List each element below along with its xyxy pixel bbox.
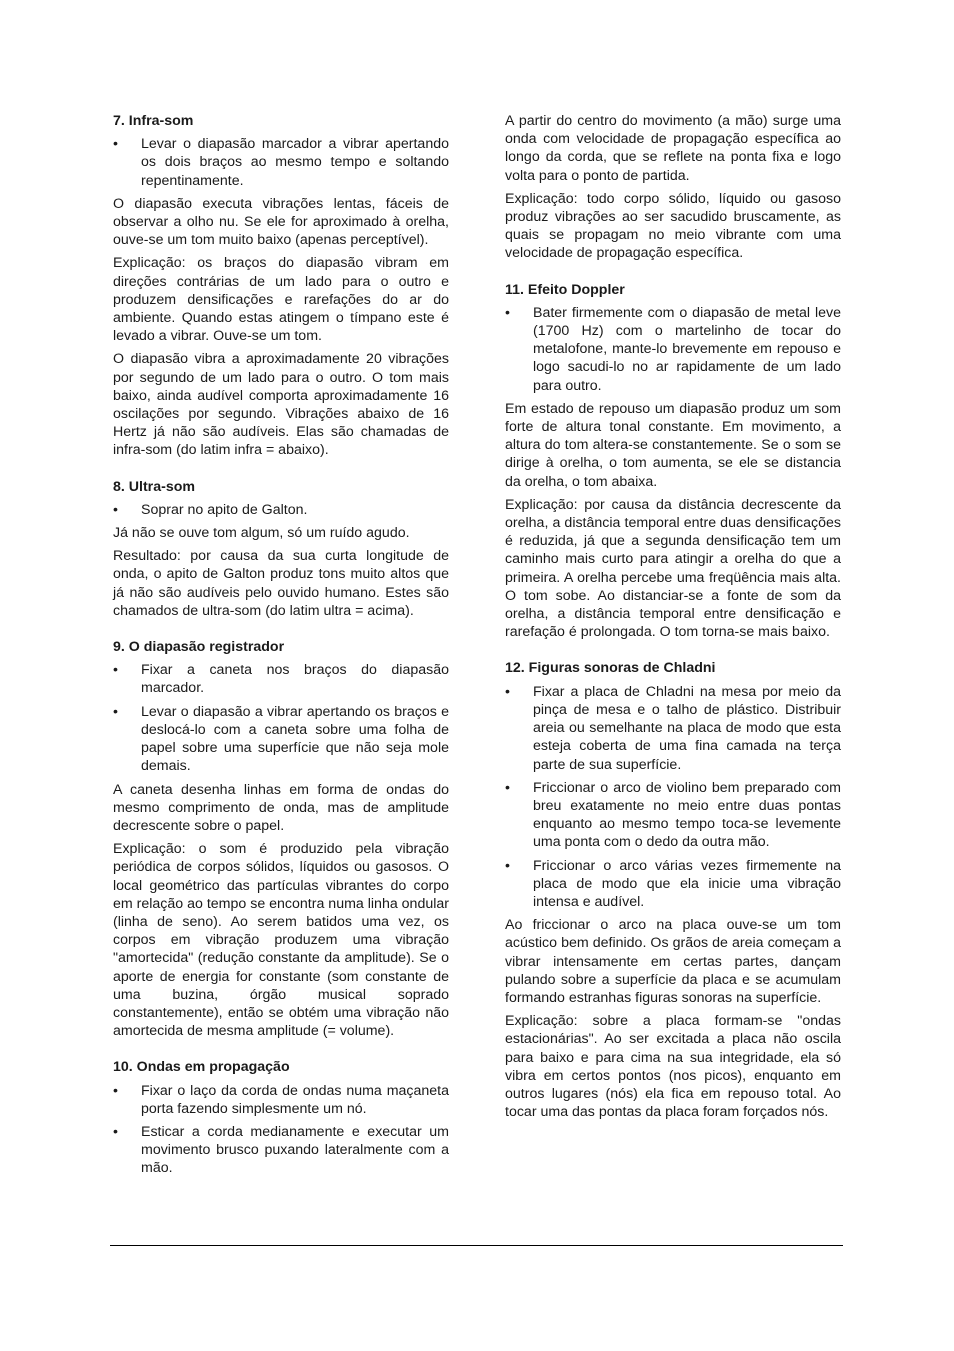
paragraph: A caneta desenha linhas em forma de ondas do mesmo comprimento de onda, mas de amplitude decrescente sobre o papel. <box>113 781 449 834</box>
section-diapasao-registrador <box>113 638 449 1040</box>
bullet-item: • Fixar a placa de Chladni na mesa por meio da pinça de mesa e o talho de plástico. Distribuir areia ou semelhante na placa de modo que esta esteja coberta de uma fina camada na terça parte de sua superfície. <box>505 683 841 773</box>
bullet-item: • Friccionar o arco de violino bem preparado com breu exatamente no meio entre duas pontas enquanto ao mesmo tempo toca-se levemente uma ponta com o dedo da outra mão. <box>505 779 841 851</box>
section-efeito-doppler <box>505 281 841 642</box>
bullet-list <box>505 304 841 395</box>
section-heading: 7. Infra-som <box>113 113 194 129</box>
paragraph: A partir do centro do movimento (a mão) surge uma onda com velocidade de propagação específica ao longo da corda, que se reflete na ponta fixa e logo volta para o ponto de partida. <box>505 113 841 184</box>
section-ondas-continuacao <box>505 112 841 263</box>
bullet-icon: • <box>113 703 118 720</box>
bullet-list <box>113 501 449 519</box>
left-column <box>113 112 449 1196</box>
section-ultra-som <box>113 478 449 620</box>
paragraph: O diapasão vibra a aproximadamente 20 vibrações por segundo de um lado para o outro. O tom mais baixo, ainda audível comporta aproximadamente 16 oscilações por segundo. Vibrações abaixo de 16 Hertz já não são audíveis. Elas são chamadas de infra-som (do latim infra = abaixo). <box>113 351 449 459</box>
paragraph: Explicação: o som é produzido pela vibração periódica de corpos sólidos, líquidos ou gasosos. O local geométrico das partículas vibrantes do corpo em relação ao tempo se encontra numa linha ondular (linha de seno). Ao serem batidos uma vez, os corpos em vibração produzem uma vibração "amortecida" (redução constante da amplitude). Se o aporte de energia for constante (som constante de uma buzina, órgão musical soprado constantemente), então se obtém uma vibração não amortecida de mesma amplitude (= volume). <box>113 841 449 1040</box>
bullet-icon: • <box>505 683 510 700</box>
section-heading: 12. Figuras sonoras de Chladni <box>505 660 716 677</box>
section-heading: 9. O diapasão registrador <box>113 639 285 656</box>
bullet-item: • Fixar a caneta nos braços do diapasão marcador. <box>113 662 449 697</box>
section-heading: 11. Efeito Doppler <box>505 281 625 298</box>
bullet-icon: • <box>113 662 118 679</box>
paragraph: Explicação: os braços do diapasão vibram em direções contrárias de um lado para o outro e produzem densificações e rarefações do ar do ambiente. Quando estas atingem o tímpano este é levado a vibrar. Ouve-se um tom. <box>113 255 449 345</box>
bullet-item: • Levar o diapasão marcador a vibrar apertando os dois braços ao mesmo tempo e soltando repentinamente. <box>113 136 449 189</box>
section-infra-som <box>113 112 449 460</box>
bullet-list <box>113 661 449 775</box>
bullet-item: • Levar o diapasão a vibrar apertando os braços e deslocá-lo com a caneta sobre uma folha de papel sobre uma superfície que não seja mole demais. <box>113 703 449 775</box>
section-ondas-em-propagacao <box>113 1058 449 1177</box>
footer-divider <box>110 1245 843 1246</box>
bullet-icon: • <box>113 501 118 518</box>
bullet-item: • Soprar no apito de Galton. <box>113 501 308 518</box>
bullet-item: • Bater firmemente com o diapasão de metal leve (1700 Hz) com o martelinho de tocar do metalofone, mante-lo brevemente em repouso e logo sacudi-lo no ar rapidamente de um lado para outro. <box>505 304 841 394</box>
paragraph: O diapasão executa vibrações lentas, fáceis de observar a olho nu. Se ele for aproximado à orelha, ouve-se um tom muito baixo (apenas perceptível). <box>113 195 449 249</box>
bullet-icon: • <box>505 304 510 321</box>
bullet-icon: • <box>113 1082 118 1099</box>
bullet-item: • Friccionar o arco várias vezes firmemente na placa de modo que ela inicie uma vibração intensa e audível. <box>505 857 841 910</box>
paragraph: Já não se ouve tom algum, só um ruído agudo. <box>113 525 410 542</box>
bullet-list <box>505 683 841 911</box>
paragraph: Resultado: por causa da sua curta longitude de onda, o apito de Galton produz tons muito altos que já não são audíveis pelo ouvido humano. Estes são chamados de ultra-som (do latim ultra = acima). <box>113 548 449 619</box>
paragraph: Explicação: por causa da distância decrescente da orelha, a distância temporal entre duas densificações é reduzida, já que a segunda densificação tem um caminho mais curto para atingir a orelha do que a primeira. A orelha percebe uma freqüência mais alta. O tom sobe. Ao distanciar-se a fonte de som da orelha, a distância temporal entre densificação e rarefação é prolongada. O tom torna-se mais baixo. <box>505 496 841 641</box>
paragraph: Em estado de repouso um diapasão produz um som forte de altura tonal constante. Em movimento, a altura do tom altera-se constantemente. Se o som se dirige à orelha, o tom aumenta, se ele se distancia da orelha, o tom abaixa. <box>505 400 841 490</box>
bullet-item: • Esticar a corda medianamente e executar um movimento brusco puxando lateralmente com a mão. <box>113 1123 449 1177</box>
paragraph: Explicação: sobre a placa formam-se "ondas estacionárias". Ao ser excitada a placa não oscila para baixo e para cima na sua integridade, ela só vibra em certos pontos (nos picos), enquanto em outros lugares (nós) ela fica em repouso total. Ao tocar uma das pontas da placa foram forçados nós. <box>505 1013 841 1121</box>
paragraph: Explicação: todo corpo sólido, líquido ou gasoso produz vibrações ao ser sacudido bruscamente, as quais se propagam no meio vibrante com uma velocidade de propagação específica. <box>505 190 841 262</box>
bullet-item: • Fixar o laço da corda de ondas numa maçaneta porta fazendo simplesmente um nó. <box>113 1082 449 1117</box>
section-figuras-chladni <box>505 659 841 1121</box>
section-heading: 8. Ultra-som <box>113 478 195 495</box>
bullet-icon: • <box>113 136 118 153</box>
bullet-list <box>113 1082 449 1178</box>
bullet-icon: • <box>505 857 510 874</box>
right-column <box>505 112 841 1139</box>
paragraph: Ao friccionar o arco na placa ouve-se um tom acústico bem definido. Os grãos de areia começam a vibrar intensamente em certas partes, dançam pulando sobre a superfície da placa e se acumulam formando estranhas figuras sonoras na superfície. <box>505 917 841 1006</box>
bullet-icon: • <box>113 1123 118 1140</box>
section-heading: 10. Ondas em propagação <box>113 1059 290 1076</box>
bullet-list <box>113 135 449 190</box>
bullet-icon: • <box>505 779 510 796</box>
